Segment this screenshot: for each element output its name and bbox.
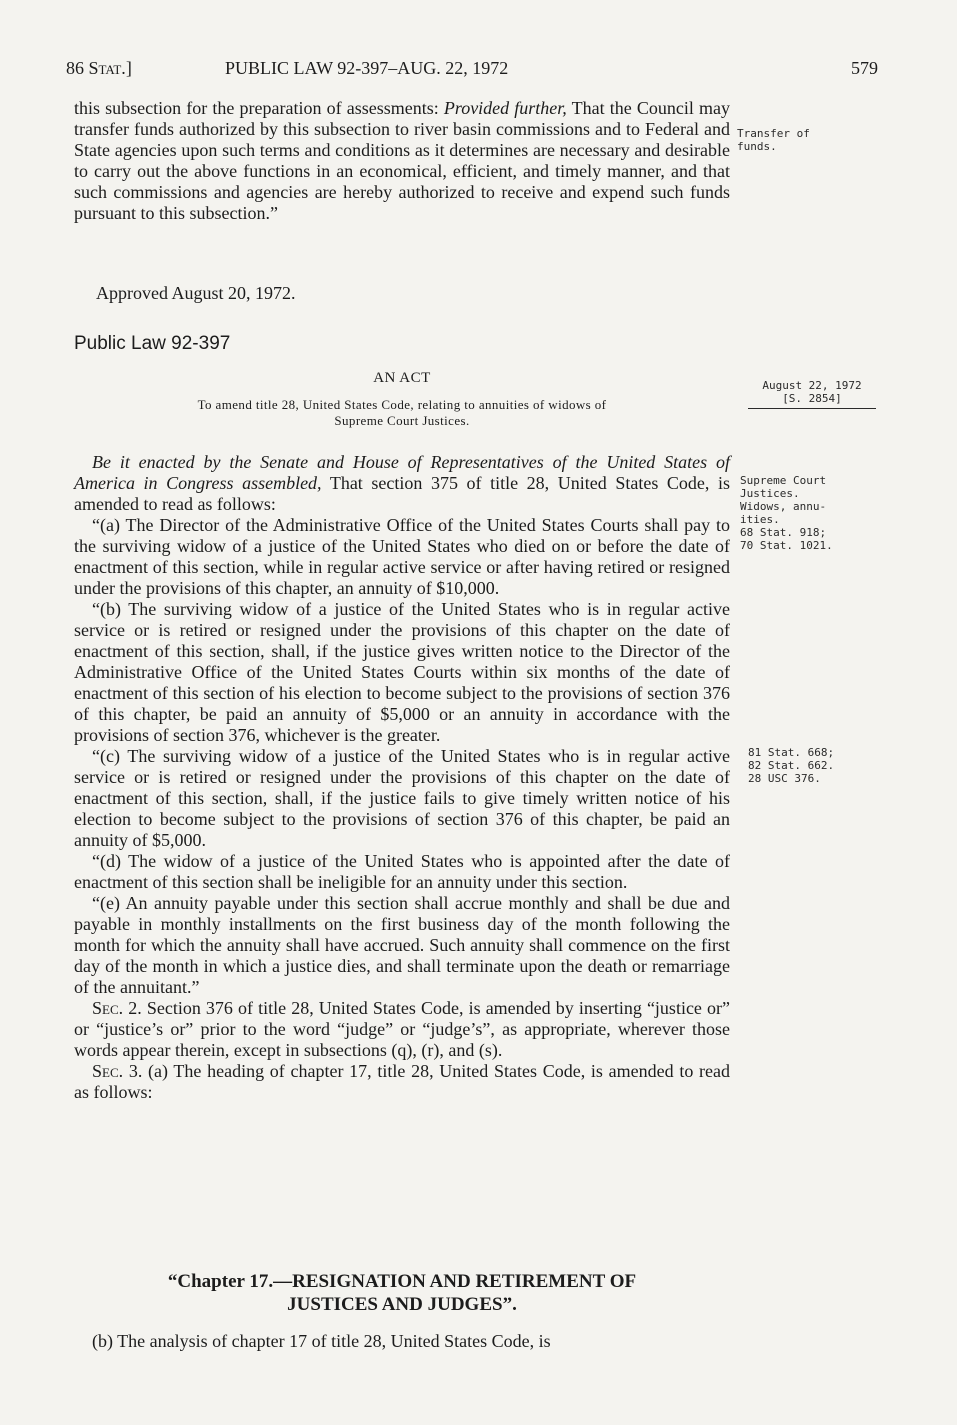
subsection-a: “(a) The Director of the Administrative Office of the United States Courts shall pay to the surviving widow of a justice of the United States who died on or before the date of enactment of this section, while in regular active service or after having retired or resigned under the provisions of this chapter, an annuity of $10,000. [74,515,730,598]
enacting-clause: Be it enacted by the Senate and House of Representatives of the United States of America in Congress assembled, [74,452,730,493]
section-3 [74,1061,730,1103]
bill-number: [S. 2854] [782,392,842,405]
margin-note-supreme-court [740,474,833,552]
margin-note-transfer [737,127,810,153]
chapter-heading-line1: “Chapter 17.—RESIGNATION AND RETIREMENT OF [167,1271,637,1292]
proviso: Provided further, [443,98,567,118]
running-header [66,58,878,82]
margin-sc-line6: 70 Stat. 1021. [740,539,833,552]
act-description-line1: To amend title 28, United States Code, relating to annuities of widows of [197,397,607,412]
volume-abbr: Stat. [88,58,126,78]
approved-line: Approved August 20, 1972. [96,283,296,303]
section-3-label: Sec. 3. [92,1061,143,1081]
volume-reference [66,58,132,79]
subsection-e: “(e) An annuity payable under this section shall accrue monthly and shall be due and payable in monthly installments on the first business day of the month following the month for which the annuity shall have accrued. Such annuity shall commence on the first day of the month in which a justice dies, and shall terminate upon the death or remarriage of the annuitant.” [74,893,730,997]
subsection-d: “(d) The widow of a justice of the United States who is appointed after the date of enactment of this section shall be ineligible for an annuity under this section. [74,851,730,892]
section-3-text: (a) The heading of chapter 17, title 28, United States Code, is amended to read as follows: [74,1061,731,1102]
margin-note-references [748,746,834,785]
margin-ref-line2: 82 Stat. 662. [748,759,835,772]
volume-number: 86 [66,58,84,78]
enacting-continuation: That section 375 of title 28, United States Code, is amended to read as follows: [74,473,730,514]
subsection-c: “(c) The surviving widow of a justice of the United States who is in regular active service or is retired or resigned under the provisions of this chapter on the date of enactment of this section, shall, if the justice fails to give timely written notice of his election to become subject to the provisions of section 376 of this chapter, be paid an annuity of $5,000. [74,746,730,850]
section-2-text: Section 376 of title 28, United States Code, is amended by inserting “justice or” or “justice’s or” prior to the word “judge” or “judge’s”, as appropriate, wherever those words appear therein, except in subsections (q), (r), and (s). [74,998,731,1060]
an-act-heading: AN ACT [373,370,431,386]
section-3b [74,1331,730,1352]
margin-sc-line3: Widows, annu- [740,500,827,513]
margin-sc-line4: ities. [740,513,780,526]
section-2-label: Sec. 2. [92,998,142,1018]
prior-law-paragraph [74,98,730,224]
chapter-heading [74,1270,730,1316]
prior-law-text [74,98,730,224]
enactment-date: August 22, 1972 [762,379,862,392]
margin-sc-line1: Supreme Court [740,474,827,487]
act-description-line2: Supreme Court Justices. [334,413,470,428]
margin-sc-line2: Justices. [740,487,800,500]
enacting-paragraph [74,452,730,515]
public-law-title: Public Law 92-397 [74,333,231,354]
margin-note-date [748,379,876,409]
margin-ref-line1: 81 Stat. 668; [748,746,835,759]
section-2 [74,998,730,1061]
act-body [74,452,730,1103]
prior-law-part1: this subsection for the preparation of assessments: [74,98,444,118]
margin-transfer-line2: funds. [737,140,777,153]
chapter-heading-line2: JUSTICES AND JUDGES”. [287,1294,517,1315]
prior-law-part2: That the Council may transfer funds authorized by this subsection to river basin commissions and to Federal and State agencies upon such terms and conditions as it determines are necessary and desirable to carry out the above functions in an economical, efficient, and timely manner, and that such commissions and agencies are hereby authorized to receive and expend such funds pursuant to this subsection.” [74,98,730,223]
section-3b-text: (b) The analysis of chapter 17 of title 28, United States Code, is [92,1331,551,1351]
subsection-b: “(b) The surviving widow of a justice of the United States who is in regular active service or is retired or resigned under the provisions of this chapter on the date of enactment of this section, shall, if the justice gives written notice to the Director of the Administrative Office of the United States Courts within six months of the date of enactment of this section of his election to become subject to the provisions of section 376 of this chapter, be paid an annuity of $5,000 or an annuity in accordance with the provisions of section 376, whichever is the greater. [74,599,730,745]
page-number: 579 [851,58,878,78]
act-description [74,397,730,429]
margin-sc-line5: 68 Stat. 918; [740,526,827,539]
volume-bracket: ] [125,58,132,78]
margin-rule [748,408,876,409]
margin-transfer-line1: Transfer of [737,127,810,140]
margin-ref-line3: 28 USC 376. [748,772,821,785]
header-title: PUBLIC LAW 92-397–AUG. 22, 1972 [225,58,509,78]
